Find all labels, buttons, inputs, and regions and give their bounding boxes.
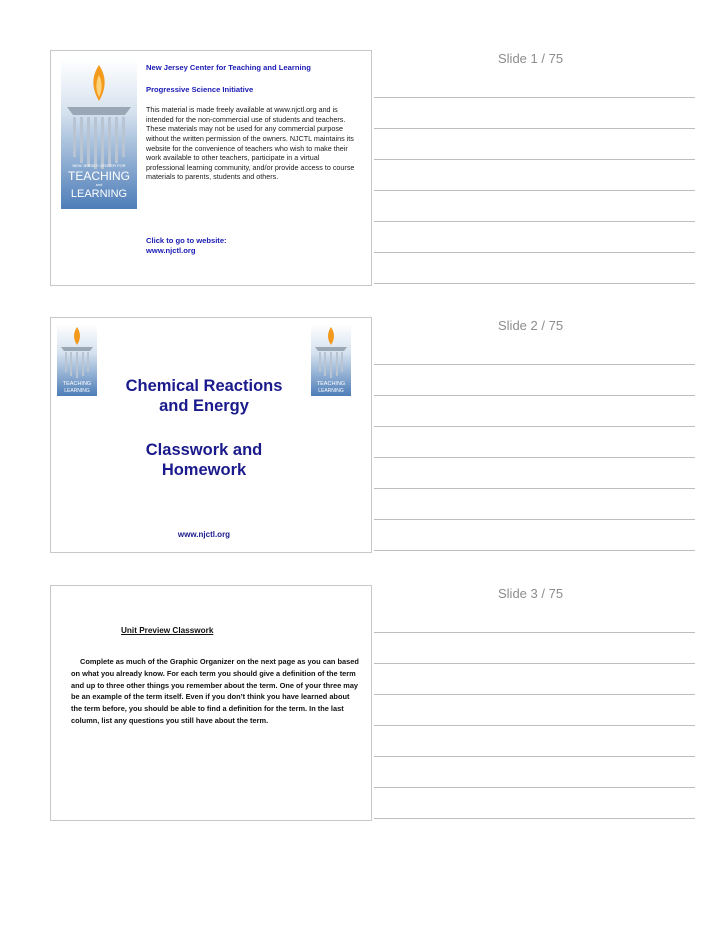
note-line <box>374 550 695 551</box>
slide-2-subtitle <box>51 440 357 480</box>
slide-2-link[interactable]: www.njctl.org <box>177 530 231 539</box>
logo-line4: LEARNING <box>64 388 90 394</box>
note-line <box>374 252 695 253</box>
note-line <box>374 128 695 129</box>
note-line <box>374 221 695 222</box>
note-line <box>374 97 695 98</box>
website-link-label: Click to go to website: <box>146 236 227 245</box>
note-line <box>374 283 695 284</box>
note-line <box>374 159 695 160</box>
logo-line4: LEARNING <box>70 188 128 200</box>
slide-1-number: Slide 1 / 75 <box>498 51 564 66</box>
slide-1-title: New Jersey Center for Teaching and Learning <box>146 63 311 72</box>
slide-2-title-line2: and Energy <box>159 397 249 415</box>
note-line <box>374 694 695 695</box>
slide-1 <box>50 50 372 286</box>
note-line <box>374 426 695 427</box>
slide-1-text <box>146 63 358 182</box>
logo-line1: NEW JERSEY CENTER FOR <box>72 163 126 168</box>
note-line <box>374 756 695 757</box>
logo-line2: TEACHING <box>62 381 92 387</box>
note-line <box>374 364 695 365</box>
slide-2-sub-line1: Classwork and <box>145 441 263 459</box>
logo-line2: TEACHING <box>67 169 131 183</box>
logo-line4: LEARNING <box>318 388 344 394</box>
slide-1-body: This material is made freely available at www.njctl.org and is intended for the non-commercial use of students and teachers. These materials may not be used for any commercial purpose without the written permission of the owners. NJCTL maintains its website for the convenience of teachers who wish to make their work available to other teachers, participate in a virtual professional learning community, and/or provide access to course materials to parents, students and others. <box>146 105 355 182</box>
slide-2-sub-line2: Homework <box>161 461 247 479</box>
logo-line2: TEACHING <box>316 381 346 387</box>
slide-3-body: Complete as much of the Graphic Organizer on the next page as you can based on what you already know. For each term you should give a definition of the term and up to three other things you remember about the term. One of your three may be an example of the term itself. Even if you don’t think you have learned about the term before, you should be able to find a definition for the term. In the last column, list any questions you still have about the term. <box>71 657 359 725</box>
logo-line3: and <box>95 182 103 187</box>
note-line <box>374 818 695 819</box>
note-line <box>374 519 695 520</box>
note-line <box>374 787 695 788</box>
note-line <box>374 457 695 458</box>
slide-2-number: Slide 2 / 75 <box>498 318 564 333</box>
slide-2-title-line1: Chemical Reactions <box>125 377 283 395</box>
note-line <box>374 663 695 664</box>
slide-3-number: Slide 3 / 75 <box>498 586 564 601</box>
njctl-logo <box>61 59 137 209</box>
slide-2-title <box>51 376 357 416</box>
slide-3-heading: Unit Preview Classwork <box>121 626 214 635</box>
note-line <box>374 395 695 396</box>
note-line <box>374 632 695 633</box>
note-line <box>374 725 695 726</box>
website-link[interactable] <box>146 236 227 256</box>
slide-3 <box>50 585 372 821</box>
note-line <box>374 488 695 489</box>
slide-1-subtitle: Progressive Science Initiative <box>146 84 254 94</box>
slide-2 <box>50 317 372 553</box>
website-link-url: www.njctl.org <box>146 246 196 255</box>
note-line <box>374 190 695 191</box>
